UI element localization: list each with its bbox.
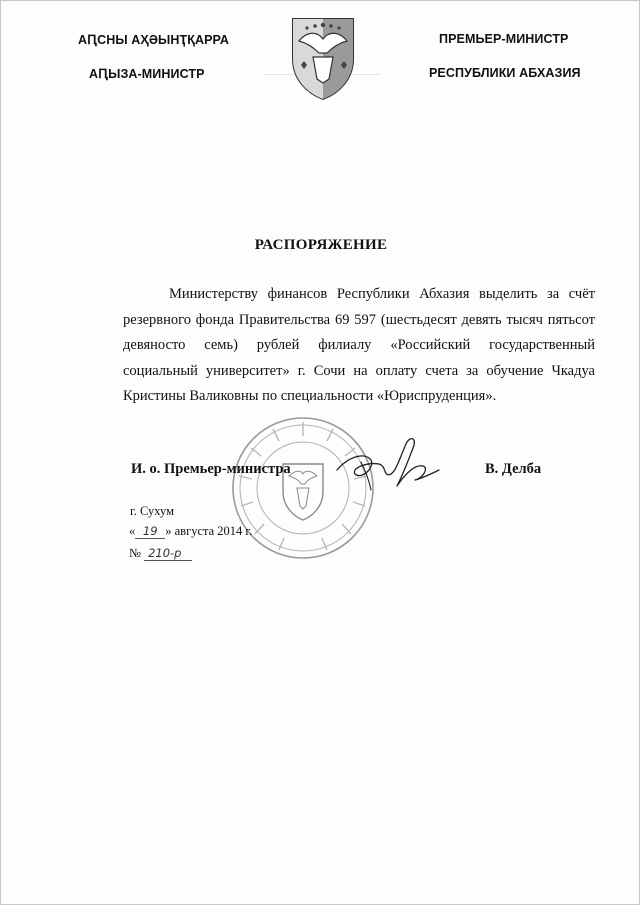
date-month-year: » августа 2014 г.	[165, 524, 253, 538]
number-value-handwritten: 210-р	[144, 547, 192, 561]
date-open-quote: «	[129, 524, 136, 538]
header-left-line1: АԤСНЫ АҲӘЫНҬҚАРРА	[78, 33, 230, 47]
date-day-handwritten: 19	[135, 525, 165, 539]
issue-date	[129, 524, 252, 539]
issue-city: г. Сухум	[130, 504, 175, 518]
document-number	[129, 546, 192, 561]
document-title: РАСПОРЯЖЕНИЕ	[254, 237, 388, 253]
number-label: №	[129, 546, 141, 560]
coat-of-arms-icon	[287, 13, 359, 101]
signatory-name: В. Делба	[485, 461, 542, 477]
handwritten-signature-icon	[331, 434, 443, 496]
header-right-line2: РЕСПУБЛИКИ АБХАЗИЯ	[429, 66, 581, 80]
signatory-role: И. о. Премьер-министра	[131, 461, 291, 477]
document-body: Министерству финансов Республики Абхазия выделить за счёт резервного фонда Правительства 69 597 (шестьдесят девять тысяч пятьсот девяносто семь) рублей филиалу «Российский государственный социальный университет» г. Сочи на оплату счета за обучение Чкадуа Кристины Валиковны по специальности «Юриспруденция».	[123, 286, 595, 404]
header-left-line2: АԤЫЗА-МИНИСТР	[89, 67, 205, 81]
header-right-line1: ПРЕМЬЕР-МИНИСТР	[439, 32, 569, 46]
